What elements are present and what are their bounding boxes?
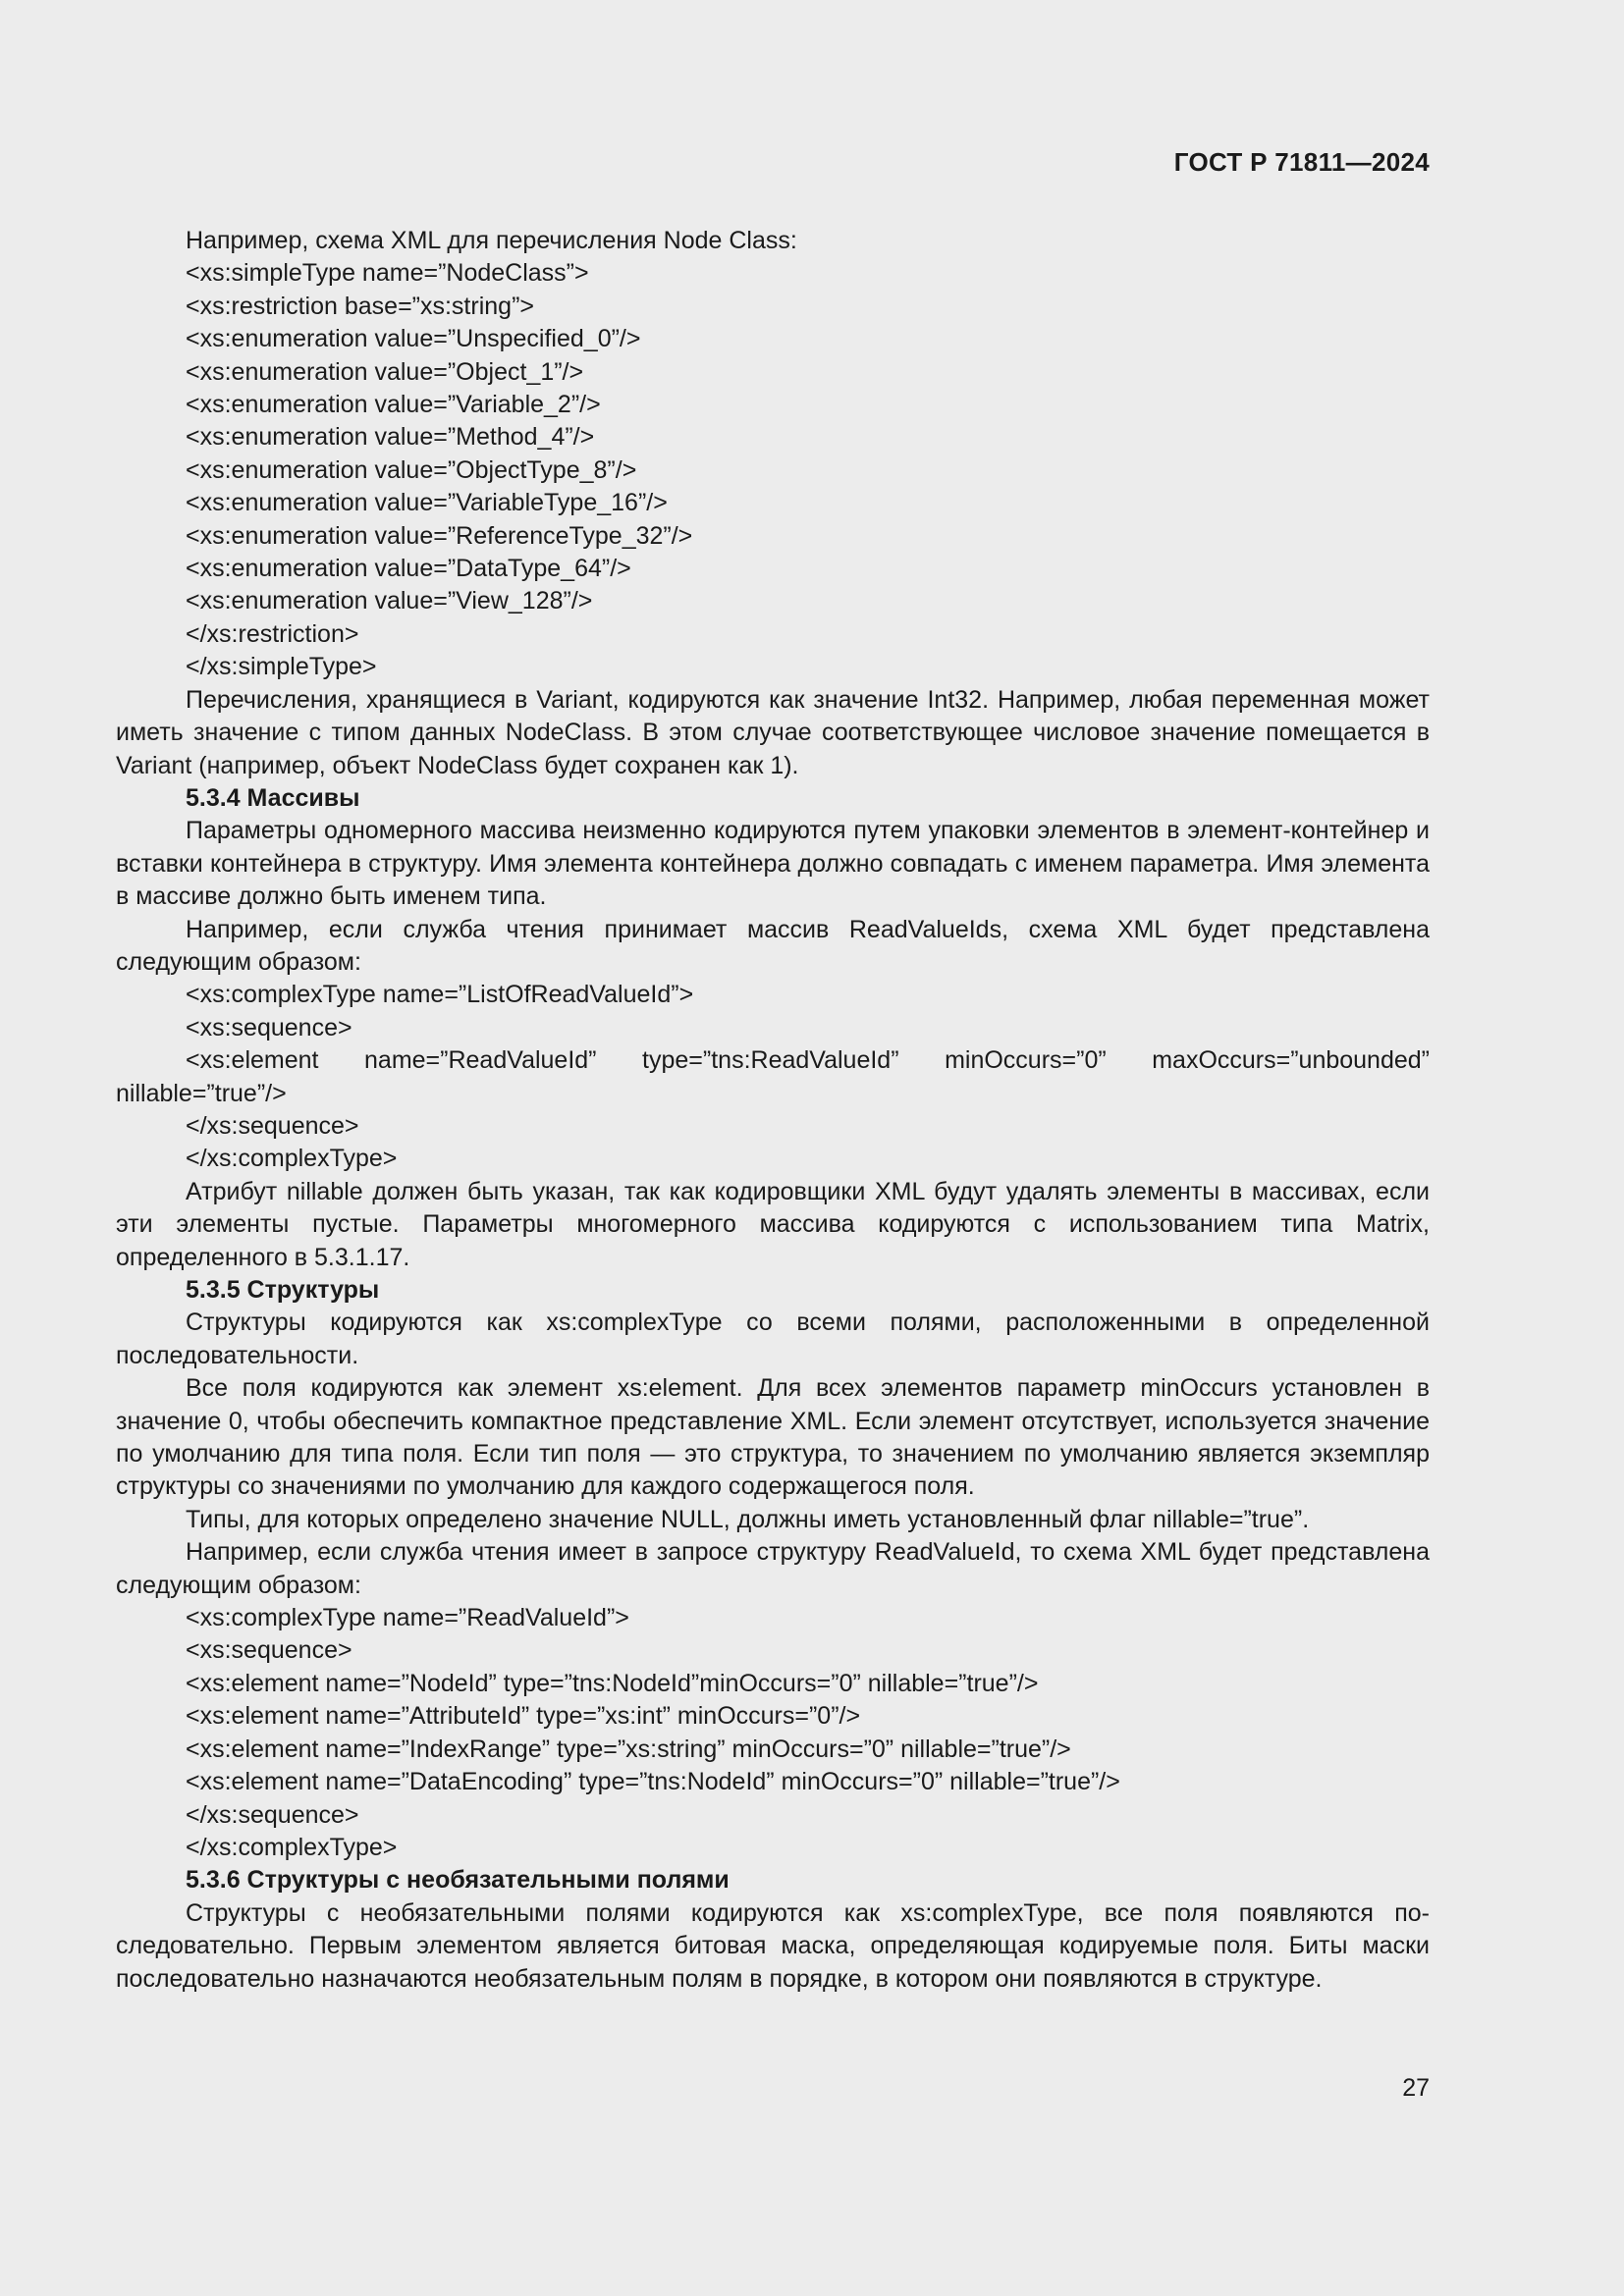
code-line: <xs:complexType name=”ReadValueId”> <box>186 1604 629 1632</box>
code-line: <xs:simpleType name=”NodeClass”> <box>186 259 589 288</box>
paragraph-structures-4: Например, если служба чтения имеет в запросе структуру ReadValueId, то схема XML будет представлена следующим образом: <box>116 1538 1430 1599</box>
paragraph-structures-3: Типы, для которых определено значение NULL, должны иметь установленный флаг nillable=”true”. <box>186 1505 1310 1533</box>
paragraph-arrays-1: Параметры одномерного массива неизменно кодируются путем упаковки элементов в элемент-контейнер и вставки контейнера в структуру. Имя элемента контейнера должно совпадать с именем параметра. Имя элемента в массиве должно быть именем типа. <box>116 817 1430 911</box>
code-line: <xs:enumeration value=”View_128”/> <box>186 587 593 615</box>
code-line: <xs:sequence> <box>186 1636 352 1665</box>
code-block-listofreadvalueid <box>116 979 1430 1175</box>
page-number: 27 <box>1402 2074 1430 2102</box>
section-heading-534: 5.3.4 Массивы <box>186 783 360 812</box>
code-line: <xs:enumeration value=”DataType_64”/> <box>186 555 631 583</box>
code-line: <xs:enumeration value=”Unspecified_0”/> <box>186 325 641 353</box>
paragraph-structures-1: Структуры кодируются как xs:complexType со всеми полями, расположенными в определенной последовательности. <box>116 1308 1430 1369</box>
intro-paragraph: Например, схема XML для перечисления Node Class: <box>186 227 797 254</box>
code-line: </xs:complexType> <box>186 1145 398 1173</box>
document-header: ГОСТ Р 71811—2024 <box>1173 147 1430 177</box>
section-heading-536: 5.3.6 Структуры с необязательными полями <box>186 1866 730 1895</box>
code-line: <xs:restriction base=”xs:string”> <box>186 292 534 320</box>
code-line: </xs:complexType> <box>186 1833 398 1861</box>
code-line: <xs:enumeration value=”VariableType_16”/> <box>186 489 668 517</box>
code-line: <xs:element name=”NodeId” type=”tns:NodeId”minOccurs=”0” nillable=”true”/> <box>186 1669 1039 1697</box>
page-content <box>116 225 1430 1996</box>
code-line: </xs:simpleType> <box>186 653 377 681</box>
code-line: <xs:enumeration value=”ReferenceType_32”/> <box>186 521 693 550</box>
code-line: <xs:element name=”DataEncoding” type=”tns:NodeId” minOccurs=”0” nillable=”true”/> <box>186 1768 1120 1796</box>
code-line: </xs:sequence> <box>186 1800 359 1829</box>
code-line: <xs:enumeration value=”Object_1”/> <box>186 357 584 386</box>
code-line: </xs:restriction> <box>186 619 359 648</box>
paragraph-structures-2: Все поля кодируются как элемент xs:element. Для всех элементов параметр minOccurs установлен в значение 0, чтобы обеспечить компактное представление XML. Если элемент отсутствует, используется значение по умолчанию для типа поля. Если тип поля — это структура, то значением по умолчанию является экземпляр структуры со значениями по умолчанию для каждого содержащегося поля. <box>116 1374 1430 1501</box>
code-block-nodeclass <box>116 257 1430 683</box>
paragraph-arrays-2: Например, если служба чтения принимает массив ReadValueIds, схема XML будет представлена следующим образом: <box>116 915 1430 976</box>
section-heading-535: 5.3.5 Структуры <box>186 1276 380 1304</box>
paragraph-enum-variant: Перечисления, хранящиеся в Variant, кодируются как значение Int32. Например, любая переменная может иметь значение с типом данных NodeClass. В этом случае соответствующее числовое значение помещается в Variant (например, объект NodeClass будет сохранен как 1). <box>116 685 1430 779</box>
code-line: <xs:sequence> <box>186 1013 352 1041</box>
paragraph-nillable: Атрибут nillable должен быть указан, так как кодировщики XML будут удалять элементы в массивах, если эти элементы пустые. Параметры многомерного массива кодируются с использованием типа Matrix, определенного в 5.3.1.17. <box>116 1177 1430 1271</box>
code-line: <xs:element name=”AttributeId” type=”xs:int” minOccurs=”0”/> <box>186 1702 861 1731</box>
code-block-readvalueid <box>116 1602 1430 1864</box>
code-line: <xs:complexType name=”ListOfReadValueId”> <box>186 981 694 1009</box>
code-line: <xs:enumeration value=”ObjectType_8”/> <box>186 455 637 484</box>
code-line: <xs:element name=”IndexRange” type=”xs:string” minOccurs=”0” nillable=”true”/> <box>186 1735 1071 1763</box>
code-line: <xs:enumeration value=”Method_4”/> <box>186 423 595 452</box>
code-line: <xs:enumeration value=”Variable_2”/> <box>186 391 601 419</box>
code-line: <xs:element name=”ReadValueId” type=”tns:ReadValueId” minOccurs=”0” maxOccurs=”unbounded” nillable=”true”/> <box>116 1046 1430 1107</box>
paragraph-optional-fields: Структуры с необязательными полями кодируются как xs:complexType, все поля появляются последовательно. Первым элементом является битовая маска, определяющая кодируемые поля. Биты маски последовательно назначаются необязательным полям в порядке, в котором они появляются в структуре. <box>116 1898 1430 1993</box>
code-line: </xs:sequence> <box>186 1111 359 1140</box>
